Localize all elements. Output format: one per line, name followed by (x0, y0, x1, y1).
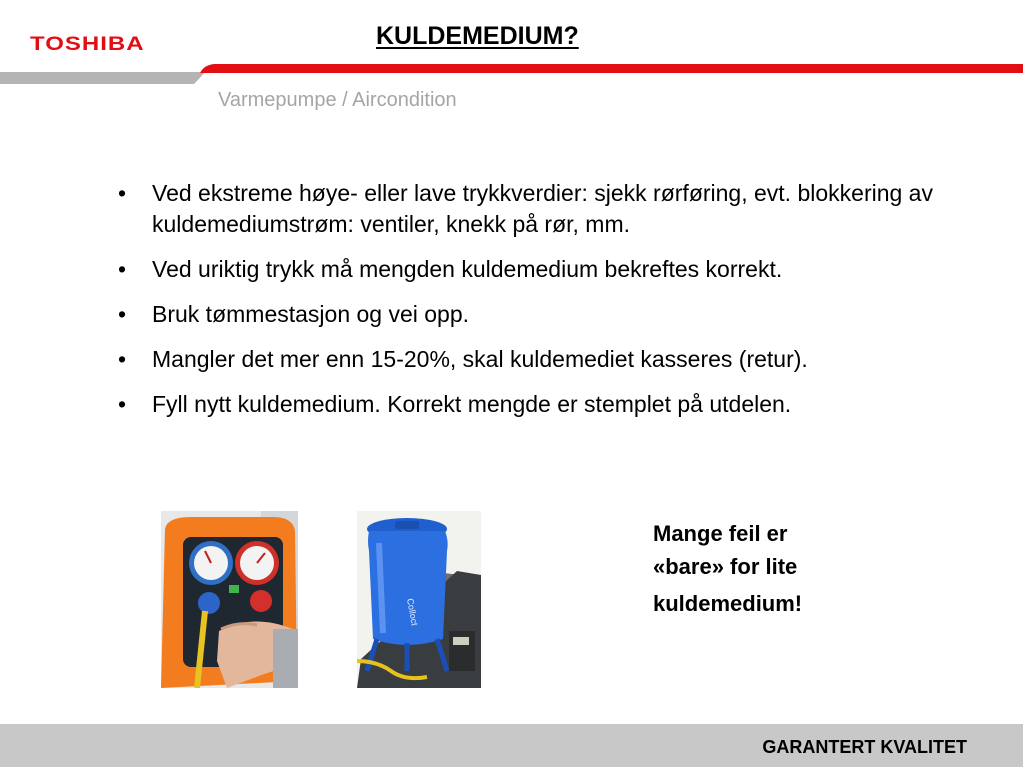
bullet-text: Bruk tømmestasjon og vei opp. (152, 301, 470, 327)
red-header-stripe (200, 64, 1023, 73)
note-line-3: kuldemedium! (653, 591, 803, 616)
note-line-2: «bare» for lite (653, 554, 798, 579)
footer-bar (0, 724, 1023, 767)
gray-header-stripe (0, 72, 205, 84)
bullet-marker: • (118, 301, 127, 327)
callout-note (653, 517, 802, 620)
bullet-text: Fyll nytt kuldemedium. Korrekt mengde er stemplet på utdelen. (152, 391, 792, 417)
bullet-item (118, 389, 938, 420)
cylinder-label: Colloct (405, 597, 420, 627)
bullet-text: Mangler det mer enn 15-20%, skal kuldemediet kasseres (retur). (152, 346, 808, 372)
bullet-item (118, 254, 938, 285)
bullet-item (118, 178, 938, 240)
recovery-station-photo (161, 511, 298, 688)
refrigerant-cylinder-photo (357, 511, 481, 688)
bullet-text: Ved ekstreme høye- eller lave trykkverdier: sjekk rørføring, evt. blokkering av kuldemediumstrøm: ventiler, knekk på rør, mm. (152, 180, 933, 237)
header-band (0, 58, 1023, 90)
refrigerant-cylinder-on-scale-icon (357, 511, 481, 688)
footer-slogan: GARANTERT KVALITET (762, 737, 967, 757)
bullet-list (118, 178, 938, 434)
slide-subtitle: Varmepumpe / Aircondition (218, 89, 457, 111)
bullet-marker: • (118, 391, 127, 417)
bullet-marker: • (118, 256, 127, 282)
bullet-marker: • (118, 346, 127, 372)
slide-title: KULDEMEDIUM? (376, 22, 579, 50)
bullet-text: Ved uriktig trykk må mengden kuldemedium bekreftes korrekt. (152, 256, 783, 282)
toshiba-logo: TOSHIBA (30, 33, 145, 55)
bullet-marker: • (118, 180, 127, 206)
recovery-station-icon (161, 511, 298, 688)
note-line-1: Mange feil er (653, 521, 788, 546)
bullet-item (118, 344, 938, 375)
bullet-item (118, 299, 938, 330)
